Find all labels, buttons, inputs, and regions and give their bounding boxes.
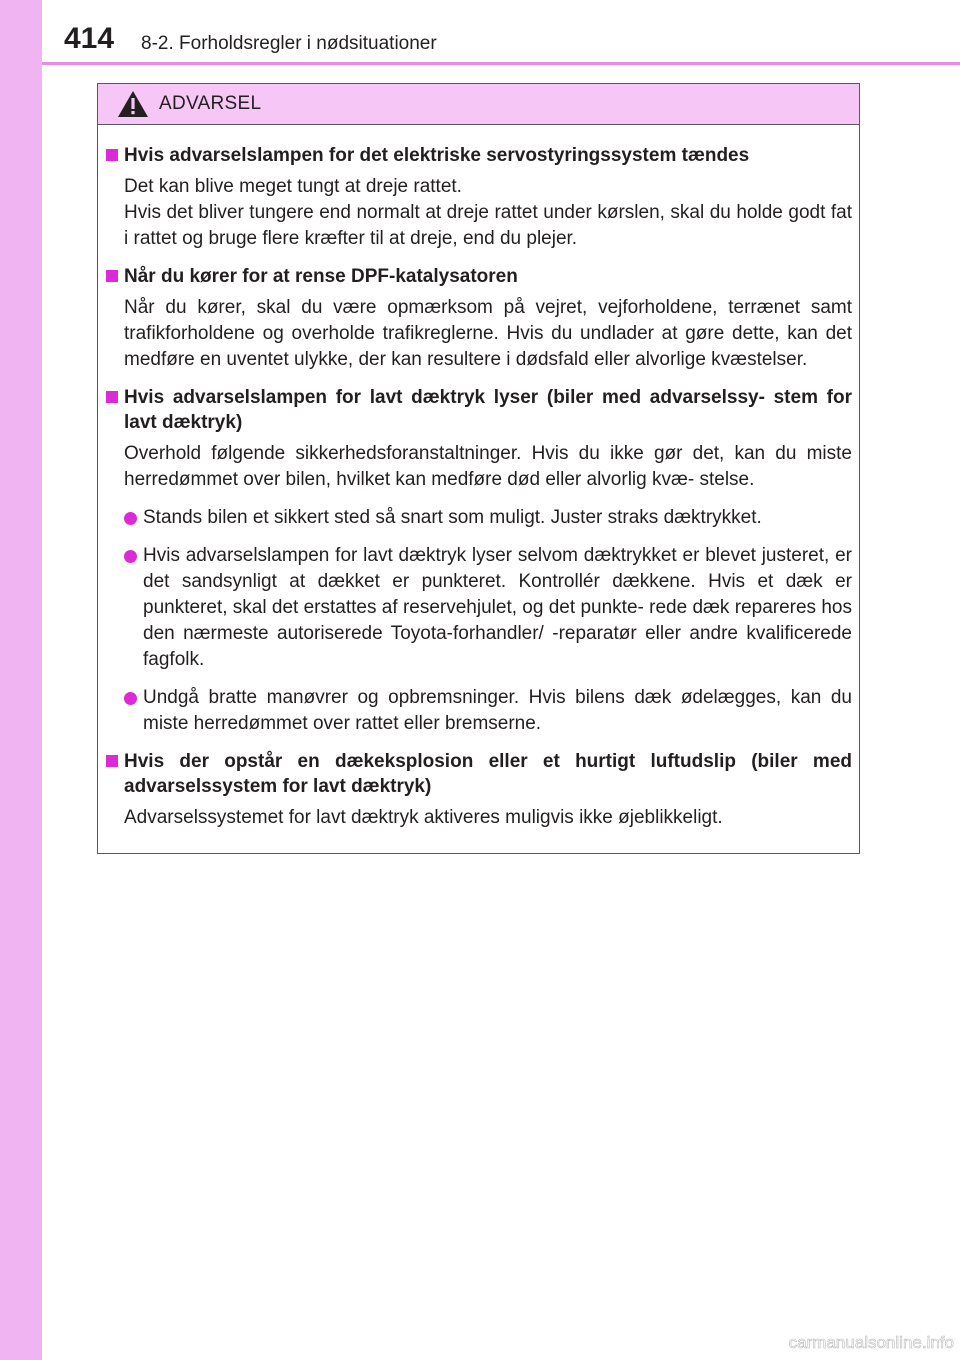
page-side-tab [0, 0, 42, 1360]
round-bullet-icon [124, 550, 137, 563]
square-bullet-icon [106, 391, 118, 403]
watermark-logo [756, 1328, 956, 1354]
section-title: Hvis advarselslampen for det elektriske servostyringssystem tændes [105, 143, 852, 168]
warning-body [98, 125, 859, 831]
watermark-text: carmanualsonline.info [788, 1333, 954, 1352]
section-paragraph: Advarselssystemet for lavt dæktryk aktiveres muligvis ikke øjeblikkeligt. [124, 807, 723, 828]
section-paragraph: Overhold følgende sikkerhedsforanstaltninger. Hvis du ikke gør det, kan du miste herredømmet over bilen, hvilket kan medføre død eller alvorlig kvæ- stelse. [124, 443, 852, 490]
section-paragraph: Når du kører, skal du være opmærksom på vejret, vejforholdene, terrænet samt trafikforholdene og overholde trafikreglerne. Hvis du undlader at gøre dette, kan det medføre en uventet ulykke, der kan resultere i dødsfald eller alvorlige kvæstelser. [124, 297, 852, 370]
section-title: Hvis advarselslampen for lavt dæktryk lyser (biler med advarselssy- stem for lavt dæktryk) [105, 385, 852, 435]
square-bullet-icon [106, 755, 118, 767]
list-item: Stands bilen et sikkert sted så snart som muligt. Juster straks dæktrykket. [105, 505, 852, 531]
header-divider [42, 62, 960, 65]
warning-header [98, 84, 859, 125]
section-tire-pressure-light [105, 385, 852, 737]
warning-title: ADVARSEL [159, 93, 262, 114]
section-paragraph: Det kan blive meget tungt at dreje rattet. Hvis det bliver tungere end normalt at dreje rattet under kørslen, skal du holde godt fat i rattet og bruge flere kræfter til at dreje, end du plejer. [124, 176, 852, 249]
warning-triangle-icon [117, 90, 149, 118]
section-power-steering [105, 143, 852, 252]
chapter-title: 8-2. Forholdsregler i nødsituationer [141, 33, 437, 54]
section-title: Når du kører for at rense DPF-katalysatoren [105, 264, 852, 289]
square-bullet-icon [106, 270, 118, 282]
list-item: Undgå bratte manøvrer og opbremsninger. Hvis bilens dæk ødelægges, kan du miste herredømmet over rattet eller bremserne. [105, 685, 852, 737]
page-number: 414 [64, 22, 115, 55]
list-item: Hvis advarselslampen for lavt dæktryk lyser selvom dæktrykket er blevet justeret, er det sandsynligt at dækket er punkteret. Kontrollér dækkene. Hvis et dæk er punkteret, skal det erstattes af reservehjulet, og det punkte- rede dæk repareres hos den nærmeste autoriserede Toyota-forhandler/ -reparatør eller andre kvalificerede fagfolk. [105, 543, 852, 673]
section-dpf [105, 264, 852, 373]
section-tire-blowout [105, 749, 852, 831]
square-bullet-icon [106, 149, 118, 161]
round-bullet-icon [124, 692, 137, 705]
warning-box [97, 83, 860, 854]
round-bullet-icon [124, 512, 137, 525]
section-title: Hvis der opstår en dækeksplosion eller et hurtigt luftudslip (biler med advarselssystem for lavt dæktryk) [105, 749, 852, 799]
